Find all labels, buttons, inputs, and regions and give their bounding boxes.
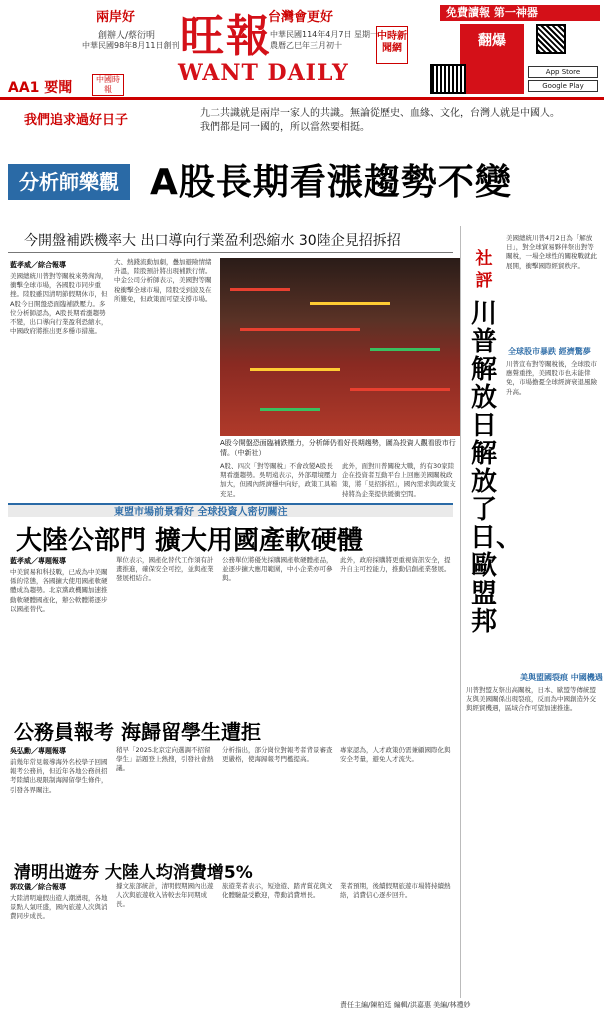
editorial-body: 川普對盟友祭出高關稅，日本、歐盟等傳統盟友與美國關係出現裂痕，反而為中國創造外交與經貿機遇，區域合作可望加速推進。 [466, 686, 596, 713]
story-column: 旅遊業者表示，短途遊、踏青賞花與文化體驗最受歡迎，帶動消費增長。 [222, 882, 333, 900]
lead-kicker: 分析師樂觀 [8, 164, 130, 200]
divider [8, 252, 453, 253]
app-icon[interactable]: 翻爆 [460, 24, 524, 94]
lead-column: A股、四次「對等關稅」不會改變A股長期看漲趨勢。吳明遠表示，外部環境壓力加大，但國內經濟穩中向好，政策工具箱充足。 [220, 462, 337, 498]
story-column: 專家認為，人才政策仍需兼顧國際化與安全考量，避免人才流失。 [340, 746, 451, 764]
story-column: 公務單位將優先採購國產軟硬體產品，並逐步擴大應用範圍，中小企業亦可參與。 [222, 556, 333, 583]
edition-date: 中華民國114年4月7日 星期一 [270, 30, 378, 39]
slogan-left: 兩岸好 [96, 10, 136, 25]
app-store-button[interactable]: App Store [528, 66, 598, 78]
lead-column: 大、熱錢流動加劇，疊加避險情緒升溫，陸股預計將出現補跌行情。中金公司分析師表示，美國對等關稅衝擊全球市場，陸股受到波及在所難免，但政策面可望支撐市場。 [114, 258, 212, 303]
story-byline: 藍孝威／專題報導 [10, 557, 66, 565]
app-banner[interactable]: 免費讀報 第一神器 [440, 5, 600, 21]
editorial-subhead: 美與盟國裂痕 中國機遇 [520, 673, 603, 682]
paper-title-en: WANT DAILY [178, 60, 349, 86]
story-column: 中美貿易和科技戰，已成為中美關係的常態，各國擴大使用國產軟硬體成為趨勢。北京黨政機關加速推動軟硬體國產化，辦公軟體將逐步以國產替代。 [10, 568, 108, 613]
partner-logo: 中時新聞網 [376, 26, 408, 64]
story-column: 大陸清明連假出遊人潮湧現，各地景點人氣旺盛，國內旅遊人次與消費同步成長。 [10, 894, 108, 921]
quote-line: 九二共識就是兩岸一家人的共識。無論從歷史、血緣、文化，台灣人就是中國人。 [200, 108, 560, 119]
story-column: 業者預期，後續假期旅遊市場將持續熱絡，消費信心逐步回升。 [340, 882, 451, 900]
qr-code-icon[interactable] [430, 64, 466, 94]
lunar-date: 農曆乙巳年三月初十 [270, 41, 342, 50]
motto: 我們追求過好日子 [24, 113, 129, 128]
lead-subhead: 今開盤補跌機率大 出口導向行業盈利恐縮水 30陸企見招拆招 [24, 233, 401, 249]
section-band-text: 東盟市場前景看好 全球投資人密切關注 [114, 507, 288, 518]
qr-code-icon[interactable] [536, 24, 566, 54]
editorial-tag: 社評 [475, 249, 493, 291]
paper-title-cn: 旺報 [180, 11, 272, 62]
story-column: 此外，政府採購將更重視資訊安全，提升自主可控能力，推動信創產業發展。 [340, 556, 451, 574]
page-credits: 責任主編/陳柏廷 編輯/洪嘉惠 美編/林禮妙 [340, 1001, 471, 1009]
established-date: 中華民國98年8月11日創刊 [82, 41, 180, 50]
story-column: 據文旅部統計，清明假期國內出遊人次與旅遊收入皆較去年同期成長。 [116, 882, 214, 909]
founder: 創辦人/蔡衍明 [98, 31, 156, 41]
photo-caption: A股今開盤恐面臨補跌壓力，分析師仍看好長期趨勢，圖為投資人觀看股市行情。（中新社） [220, 439, 456, 457]
story-column: 稍早「2025北京定向選調不招留學生」話題登上熱搜，引發社會熱議。 [116, 746, 214, 773]
editorial-body: 川普宣布對等關稅後，全球股市應聲重挫，美國股市也未能倖免，市場擔憂全球經濟衰退風險升高。 [506, 360, 597, 396]
section-logo: 中國時報 [92, 74, 124, 96]
lead-byline: 藍孝威／綜合報導 [10, 261, 66, 269]
editorial-subhead: 全球股市暴跌 經濟驚夢 [508, 347, 591, 356]
story-column: 前幾年常見報導海外名校學子回國報考公務員，但近年各地公務員招考陸續出現限制海歸留學生條件，引發各界關注。 [10, 758, 108, 794]
google-play-button[interactable]: Google Play [528, 80, 598, 92]
editorial-headline[interactable]: 川普解放日 解放了日、歐盟邦 [470, 299, 523, 637]
lead-column: 此外，面對川普關稅大戰，約有30家陸企在投資者互動平台上回應美國關稅政策，將「見招拆招」，國內需求與政策支持將為企業提供緩衝空間。 [342, 462, 456, 498]
story-column: 單位表示，國產化替代工作須有計畫推進，確保安全可控，並與產業發展相結合。 [116, 556, 214, 583]
quote-line: 我們都是同一國的，所以當然要相挺。 [200, 122, 370, 133]
stock-board-photo [220, 258, 460, 436]
lead-column: 美國總統川普對等關稅來勢洶洶，衝擊全球市場，各國股市同步重挫。陸股雖因清明節假期休市，但A股今日開盤恐面臨補跌壓力。多位分析師認為，A股長期看漲趨勢不變，出口導向行業盈利恐縮水，中國政府將推出更多穩市措施。 [10, 272, 108, 336]
story-headline[interactable]: 大陸公部門 擴大用國產軟硬體 [16, 526, 364, 556]
editorial-intro: 美國總統川普4月2日為「解放日」，對全球貿易夥伴祭出對等關稅，一場全球性的關稅戰就此展開，衝擊國際經貿秩序。 [506, 234, 597, 270]
story-column: 分析指出，部分崗位對報考者背景審查更嚴格，使海歸報考門檻提高。 [222, 746, 333, 764]
story-byline: 郭玟儀／綜合報導 [10, 883, 66, 891]
slogan-right: 台灣會更好 [268, 10, 334, 25]
lead-headline[interactable]: A股長期看漲趨勢不變 [150, 162, 512, 203]
story-headline[interactable]: 公務員報考 海歸留學生遭拒 [14, 720, 261, 744]
story-byline: 吳弘勳／專題報導 [10, 747, 66, 755]
story-headline[interactable]: 清明出遊夯 大陸人均消費增5% [14, 863, 253, 883]
section-label: AA1 要聞 [8, 80, 73, 96]
